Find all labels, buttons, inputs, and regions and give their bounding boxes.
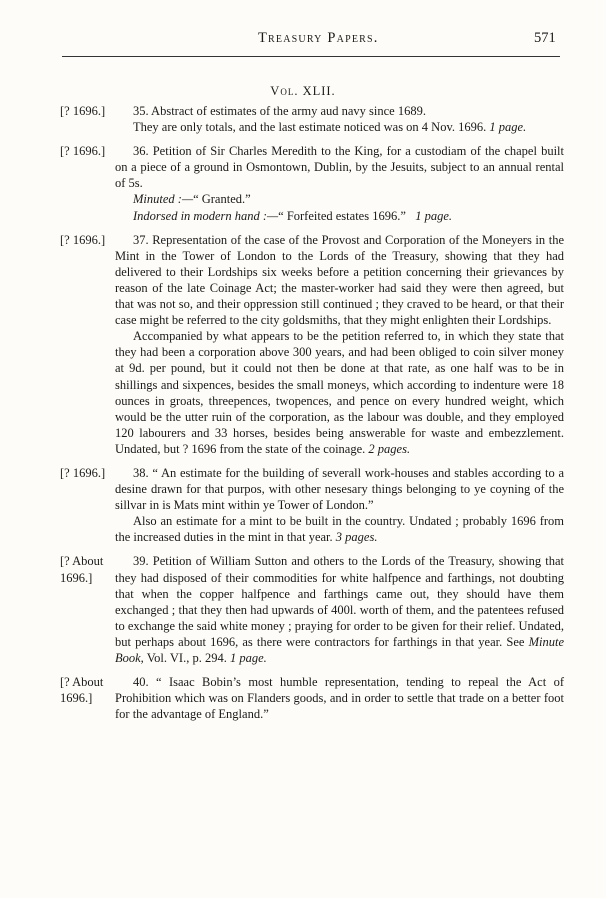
entry-text: 36. Petition of Sir Charles Meredith to the King, for a custodiam of the chapel built on a piece of a ground in Osmontown, Dublin, by the Jesuits, subject to an annual rental of 5s. bbox=[115, 144, 564, 191]
entry-35 bbox=[60, 103, 564, 135]
entry-date: [? About 1696.] bbox=[60, 675, 104, 706]
entry-date: [? 1696.] bbox=[60, 144, 106, 159]
header-rule bbox=[62, 56, 560, 57]
page-count: 2 pages. bbox=[368, 441, 411, 456]
entry-text: They are only totals, and the last estimate noticed was on 4 Nov. 1696. 1 page. bbox=[133, 120, 527, 135]
page-count: 3 pages. bbox=[335, 530, 378, 545]
entry-text: Accompanied by what appears to be the petition referred to, in which they state that they had been a corporation above 300 years, and had been obliged to coin silver money at 9d. per pound, but it could not then be done at that rate, as one half was to be in shillings and sixpences, besides the small moneys, which according to indenture were 18 ounces in groats, threepences, twopences, and pence on every hundred weight, which would be the utter ruin of the corporation, as the labour was double, and they employed 120 labourers and 33 horses, besides being answerable for waste and embezzlement. Undated, but ? 1696 from the state of the coinage. 2 pages. bbox=[115, 329, 564, 456]
entry-date: [? About 1696.] bbox=[60, 554, 104, 585]
entry-40 bbox=[60, 674, 564, 722]
page-count: 1 page. bbox=[489, 120, 527, 135]
minute-note: Minuted :—“ Granted.” bbox=[133, 192, 251, 207]
entry-date: [? 1696.] bbox=[60, 104, 106, 118]
entry-39 bbox=[60, 553, 564, 666]
entry-37 bbox=[60, 232, 564, 457]
entry-text: 40. “ Isaac Bobin’s most humble representation, tending to repeal the Act of Prohibition which was on Flanders goods, and in order to settle that trade on a better foot for the advantage of England.” bbox=[115, 675, 564, 722]
entry-date: [? 1696.] bbox=[60, 232, 106, 247]
entry-text: Also an estimate for a mint to be built in the country. Undated ; probably 1696 from the increased duties in the mint in that year. 3 pages. bbox=[115, 514, 564, 545]
indorsement-note: Indorsed in modern hand :—“ Forfeited estates 1696.” 1 page. bbox=[133, 208, 453, 223]
page-number: 571 bbox=[534, 30, 556, 46]
reference: Minute Book, bbox=[115, 634, 565, 665]
page-count: 1 page. bbox=[229, 651, 267, 665]
volume-heading: Vol. XLII. bbox=[270, 84, 336, 98]
running-head: Treasury Papers. bbox=[258, 30, 379, 46]
entry-38 bbox=[60, 465, 564, 545]
entry-text: 39. Petition of William Sutton and others to the Lords of the Treasury, showing that they had disposed of their commodities for white halfpence and farthings, not doubting that when the copper halfpence and farthings came out, they should have them exchanged ; that they then had upwards of 400l. worth of them, and the patentees refused to exchange the said white money ; praying for order to be given for their relief. Undated, but perhaps about 1696, as there were contractors for farthings in that year. See Minute Book, Vol. VI., p. 294. 1 page. bbox=[115, 554, 565, 665]
entry-date: [? 1696.] bbox=[60, 465, 106, 480]
entry-text: 35. Abstract of estimates of the army aud navy since 1689. bbox=[133, 104, 426, 118]
entry-36 bbox=[60, 143, 564, 223]
entry-text: 38. “ An estimate for the building of severall work-houses and stables according to a desine drawn for that purpos, with other nesesary things belonging to ye coyning of the sillvar in is Mats mint within ye Tower of London.” bbox=[115, 465, 564, 513]
page-count: 1 page. bbox=[415, 208, 453, 223]
page-header bbox=[0, 30, 606, 50]
entry-text: 37. Representation of the case of the Provost and Corporation of the Moneyers in the Mint in the Tower of London to the Lords of the Treasury, showing that they had delivered to their Lordships six weeks before a petition concerning their grievances by reason of the late Coinage Act; the master-worker had said they were then agreed, but that was not so, and their oppression still continued ; they craved to be heard, or that their case might be referred to the city goldsmiths, that they might enlighten their Lordships. bbox=[115, 232, 564, 328]
entries bbox=[60, 103, 564, 730]
